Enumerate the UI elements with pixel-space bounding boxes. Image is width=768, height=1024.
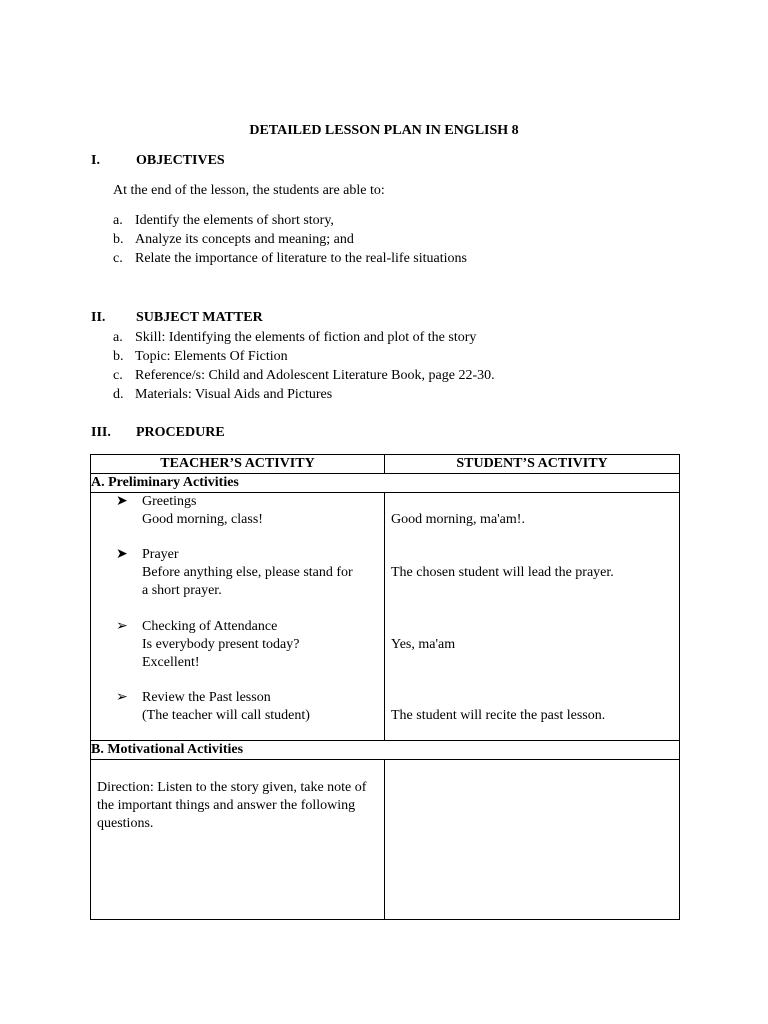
student-response: The chosen student will lead the prayer. [391, 565, 614, 580]
list-marker: b. [113, 232, 124, 247]
list-item [113, 366, 495, 385]
list-item-text: Topic: Elements Of Fiction [135, 349, 288, 364]
section-heading-objectives [91, 153, 225, 169]
list-item [113, 328, 495, 347]
list-item-text: Materials: Visual Aids and Pictures [135, 387, 333, 402]
activity-title: Checking of Attendance [142, 619, 278, 634]
list-marker: a. [113, 213, 123, 228]
section-number: I. [91, 153, 100, 168]
column-header-teacher: TEACHER’S ACTIVITY [91, 455, 385, 474]
activity-line: a short prayer. [142, 583, 222, 598]
activity-line: Is everybody present today? [142, 637, 300, 652]
activity-title: Prayer [142, 547, 179, 562]
arrow-bullet-icon: ➤ [116, 547, 128, 562]
list-marker: c. [113, 368, 123, 383]
document-title: DETAILED LESSON PLAN IN ENGLISH 8 [249, 123, 519, 138]
list-item [113, 230, 467, 249]
subheading-row-preliminary [91, 474, 680, 493]
list-marker: c. [113, 251, 123, 266]
activity-line: (The teacher will call student) [142, 708, 310, 723]
list-item [113, 347, 495, 366]
arrow-bullet-icon: ➤ [116, 494, 128, 509]
list-item [113, 211, 467, 230]
arrow-bullet-icon: ➢ [116, 690, 128, 705]
list-item [113, 385, 495, 404]
list-item-text: Identify the elements of short story, [135, 213, 334, 228]
table-row [91, 493, 680, 741]
list-item-text: Skill: Identifying the elements of fiction and plot of the story [135, 330, 477, 345]
student-response: Good morning, ma'am!. [391, 512, 525, 527]
procedure-table [90, 454, 680, 920]
section-number: III. [91, 425, 111, 440]
section-title: PROCEDURE [136, 425, 225, 440]
list-marker: a. [113, 330, 123, 345]
activity-line: Excellent! [142, 655, 200, 670]
list-item-text: Reference/s: Child and Adolescent Literature Book, page 22-30. [135, 368, 495, 383]
teacher-activity-cell [91, 760, 385, 920]
student-activity-cell [385, 760, 680, 920]
section-heading-procedure [91, 425, 225, 441]
list-marker: b. [113, 349, 124, 364]
table-header-row [91, 455, 680, 474]
list-marker: d. [113, 387, 124, 402]
list-item [113, 249, 467, 268]
arrow-bullet-icon: ➢ [116, 619, 128, 634]
section-number: II. [91, 310, 106, 325]
student-response: Yes, ma'am [391, 637, 456, 652]
teacher-activity-cell [91, 493, 385, 741]
activity-title: Review the Past lesson [142, 690, 271, 705]
objectives-list [113, 211, 467, 268]
student-activity-cell [385, 493, 680, 741]
table-row [91, 760, 680, 920]
activity-line: Before anything else, please stand for [142, 565, 353, 580]
subheading-motivational: B. Motivational Activities [91, 741, 680, 760]
list-item-text: Relate the importance of literature to the real-life situations [135, 251, 467, 266]
section-heading-subject-matter [91, 310, 263, 326]
section-title: SUBJECT MATTER [136, 310, 263, 325]
section-title: OBJECTIVES [136, 153, 225, 168]
column-header-student: STUDENT’S ACTIVITY [385, 455, 680, 474]
direction-text: Direction: Listen to the story given, take note of the important things and answer the following questions. [97, 780, 367, 831]
student-response: The student will recite the past lesson. [391, 708, 606, 723]
activity-line: Good morning, class! [142, 512, 263, 527]
list-item-text: Analyze its concepts and meaning; and [135, 232, 354, 247]
subheading-row-motivational [91, 741, 680, 760]
subheading-preliminary: A. Preliminary Activities [91, 474, 680, 493]
activity-title: Greetings [142, 494, 197, 509]
subject-matter-list [113, 328, 495, 404]
objectives-intro: At the end of the lesson, the students are able to: [113, 183, 385, 198]
